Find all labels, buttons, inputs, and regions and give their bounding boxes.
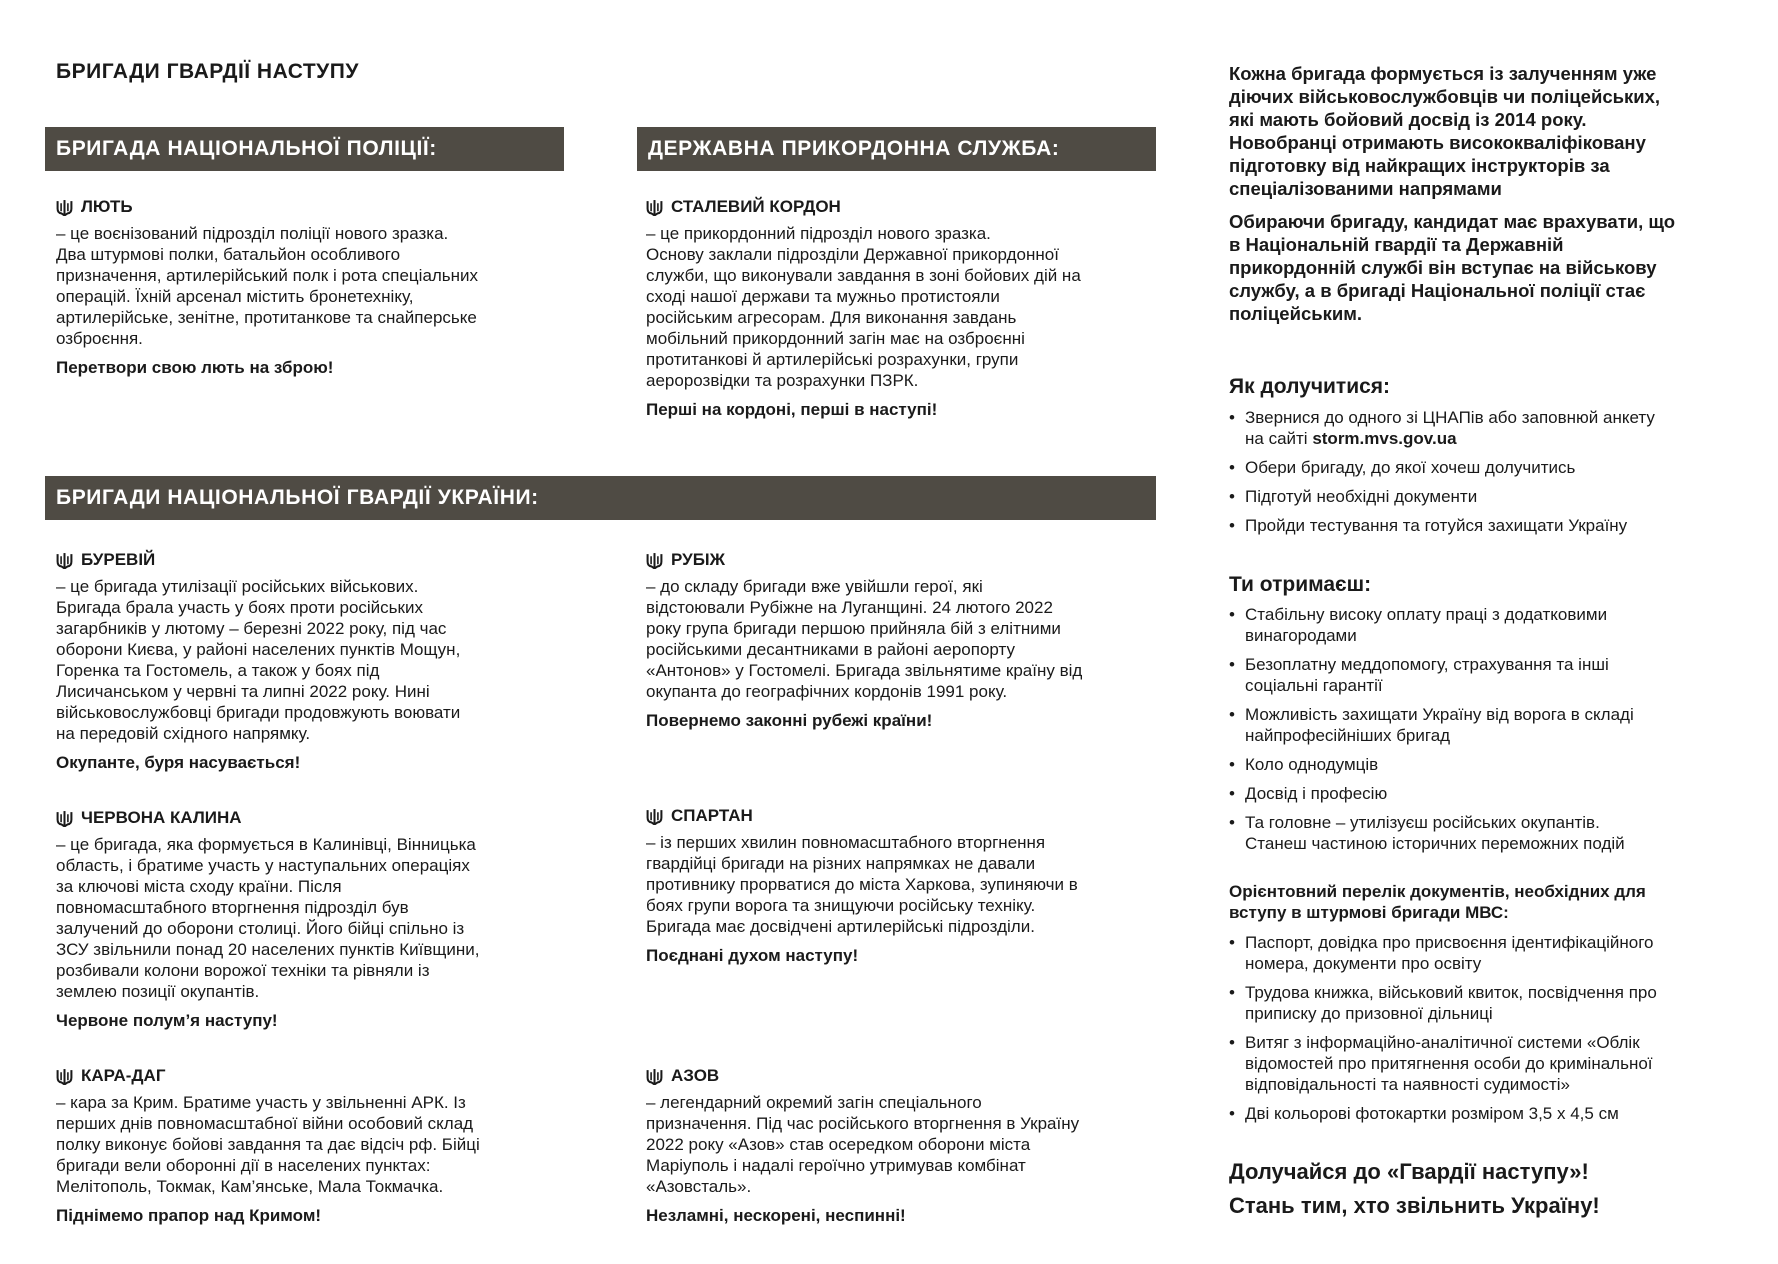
unit-azov — [646, 1064, 1166, 1226]
join-step — [1229, 407, 1759, 449]
unit-motto: Окупанте, буря насувається! — [56, 753, 301, 772]
join-step: • Обери бригаду, до якої хочеш долучитись — [1229, 457, 1759, 478]
page-title: БРИГАДИ ГВАРДІЇ НАСТУПУ — [56, 60, 359, 83]
trident-icon — [646, 552, 663, 569]
join-step-text: Звернися до одного зі ЦНАПів або заповнюй анкету на сайті — [1245, 408, 1655, 448]
benefits-list — [1229, 604, 1759, 862]
unit-name: КАРА-ДАГ — [81, 1066, 166, 1085]
benefit-item: • Можливість захищати Україну від ворога в складі найпрофесійніших бригад — [1229, 704, 1759, 746]
unit-heading — [56, 1064, 576, 1088]
join-title: Як долучитися: — [1229, 375, 1391, 398]
unit-name: СПАРТАН — [671, 806, 753, 825]
unit-name: РУБІЖ — [671, 550, 725, 569]
join-steps-list — [1229, 407, 1759, 544]
unit-motto: Повернемо законні рубежі країни! — [646, 711, 933, 730]
join-step: • Підготуй необхідні документи — [1229, 486, 1759, 507]
unit-rubizh — [646, 548, 1166, 731]
unit-description: – кара за Крим. Братиме участь у звільненні АРК. Із перших днів повномасштабної війни особовий склад полку виконує бойові завдання та дає відсіч рф. Бійці бригади вели оборонні дії в населених пунктах: Мелітополь, Токмак, Кам’янське, Мала Токмачка. — [56, 1093, 480, 1196]
unit-name: СТАЛЕВИЙ КОРДОН — [671, 197, 841, 216]
benefit-item: • Досвід і професію — [1229, 783, 1759, 804]
cta-join: Долучайся до «Гвардії наступу»! — [1229, 1159, 1589, 1184]
benefit-item: • Та головне – утилізуєш російських окупантів. Станеш частиною історичних переможних подій — [1229, 812, 1759, 854]
join-step: • Пройди тестування та готуйся захищати Україну — [1229, 515, 1759, 536]
cta-liberate: Стань тим, хто звільнить Україну! — [1229, 1193, 1600, 1218]
trident-icon — [56, 199, 73, 216]
unit-description: – легендарний окремий загін спеціального призначення. Під час російського вторгнення в Україну 2022 року «Азов» став осередком оборони міста Маріуполь і надалі героїчно утримував комбінат «Азовсталь». — [646, 1093, 1080, 1196]
unit-heading — [646, 804, 1166, 828]
documents-title: Орієнтовний перелік документів, необхідних для вступу в штурмові бригади МВС: — [1229, 882, 1646, 922]
unit-stalevyi-kordon — [646, 195, 1166, 420]
unit-heading — [56, 806, 576, 830]
benefit-item: • Стабільну високу оплату праці з додатковими винагородами — [1229, 604, 1759, 646]
unit-name: ЛЮТЬ — [81, 197, 133, 216]
unit-heading — [646, 195, 1166, 219]
trident-icon — [56, 810, 73, 827]
unit-motto: Незламні, нескорені, неспинні! — [646, 1206, 906, 1225]
trident-icon — [646, 199, 663, 216]
unit-burevii — [56, 548, 576, 773]
documents-list — [1229, 932, 1759, 1132]
unit-motto: Червоне полум’я наступу! — [56, 1011, 278, 1030]
document-item: • Витяг з інформаційно-аналітичної системи «Облік відомостей про притягнення особи до кримінальної відповідальності та наявності судимості» — [1229, 1032, 1759, 1095]
document-item: • Паспорт, довідка про присвоєння ідентифікаційного номера, документи про освіту — [1229, 932, 1759, 974]
benefits-title: Ти отримаєш: — [1229, 573, 1372, 596]
unit-lyut — [56, 195, 576, 378]
trident-icon — [56, 552, 73, 569]
right-column — [1229, 62, 1749, 325]
unit-description: – із перших хвилин повномасштабного вторгнення гвардійці бригади на різних напрямках не давали противнику прорватися до міста Харкова, зупиняючи в боях групи ворога та знищуючи російську техніку. Бригада має досвідчені артилерійські підрозділи. — [646, 833, 1078, 936]
unit-kara-dag — [56, 1064, 576, 1226]
unit-name: АЗОВ — [671, 1066, 720, 1085]
unit-description: – це бригада, яка формується в Калинівці, Вінницька область, і братиме участь у наступальних операціях за ключові міста сходу країни. Після повномасштабного вторгнення підрозділ був залучений до оборони столиці. Його бійці спільно із ЗСУ звільнили понад 20 населених пунктів Київщини, розбивали колони ворожої техніки та рівняли із землею позиції окупантів. — [56, 835, 480, 1001]
unit-heading — [56, 548, 576, 572]
intro-paragraph: Кожна бригада формується із залученням уже діючих військовослужбовців чи поліцейських, які мають бойовий досвід із 2014 року. Новобранці отримають висококваліфіковану підготовку від найкращих інструкторів за спеціалізованими напрямами — [1229, 63, 1661, 199]
unit-motto: Перетвори свою лють на зброю! — [56, 358, 334, 377]
unit-description: – це воєнізований підрозділ поліції нового зразка. Два штурмові полки, батальйон особливого призначення, артилерійський полк і рота спеціальних операцій. Їхній арсенал містить бронетехніку, артилерійське, зенітне, протитанкове та снайперське озброєння. — [56, 224, 479, 348]
section-police-bar: БРИГАДА НАЦІОНАЛЬНОЇ ПОЛІЦІЇ: — [45, 127, 564, 171]
unit-description: – це бригада утилізації російських військових. Бригада брала участь у боях проти російських загарбників у лютому – березні 2022 року, під час оборони Києва, у районі населених пунктів Мощун, Горенка та Гостомель, а також у боях під Лисичанськом у червні та липні 2022 року. Нині військовослужбовці бригади продовжують воювати на передовій східного напрямку. — [56, 577, 461, 743]
unit-description: – до складу бригади вже увійшли герої, які відстоювали Рубіжне на Луганщині. 24 лютого 2022 року група бригади першою прийняла бій з елітними російськими десантниками в районі аеропорту «Антонов» у Гостомелі. Бригада звільнятиме країну від окупанта до географічних кордонів 1991 року. — [646, 577, 1083, 701]
trident-icon — [646, 808, 663, 825]
unit-heading — [56, 195, 576, 219]
unit-description: – це прикордонний підрозділ нового зразка. Основу заклали підрозділи Державної прикордонної служби, що виконували завдання в зоні бойових дій на сході нашої держави та мужньо протистояли російським агресорам. Для виконання завдань мобільний прикордонний загін має на озброєнні протитанкові й артилерійські розрахунки, групи аеророзвідки та розрахунки ПЗРК. — [646, 224, 1081, 390]
trident-icon — [56, 1068, 73, 1085]
trident-icon — [646, 1068, 663, 1085]
benefit-item: • Коло однодумців — [1229, 754, 1759, 775]
unit-motto: Перші на кордоні, перші в наступі! — [646, 400, 938, 419]
intro-note: Обираючи бригаду, кандидат має врахувати, що в Національній гвардії та Державній прикордонній службі він вступає на військову службу, а в бригаді Національної поліції стає поліцейським. — [1229, 211, 1676, 324]
website-link[interactable]: storm.mvs.gov.ua — [1312, 429, 1457, 448]
document-item: • Дві кольорові фотокартки розміром 3,5 х 4,5 см — [1229, 1103, 1759, 1124]
unit-name: БУРЕВІЙ — [81, 550, 156, 569]
unit-motto: Поєднані духом наступу! — [646, 946, 859, 965]
benefit-item: • Безоплатну меддопомогу, страхування та інші соціальні гарантії — [1229, 654, 1759, 696]
unit-motto: Піднімемо прапор над Кримом! — [56, 1206, 322, 1225]
section-guard-bar: БРИГАДИ НАЦІОНАЛЬНОЇ ГВАРДІЇ УКРАЇНИ: — [45, 476, 1156, 520]
unit-heading — [646, 1064, 1166, 1088]
unit-name: ЧЕРВОНА КАЛИНА — [81, 808, 242, 827]
unit-heading — [646, 548, 1166, 572]
section-border-bar: ДЕРЖАВНА ПРИКОРДОННА СЛУЖБА: — [637, 127, 1156, 171]
unit-spartan — [646, 804, 1166, 966]
unit-chervona-kalyna — [56, 806, 576, 1031]
document-item: • Трудова книжка, військовий квиток, посвідчення про приписку до призовної дільниці — [1229, 982, 1759, 1024]
